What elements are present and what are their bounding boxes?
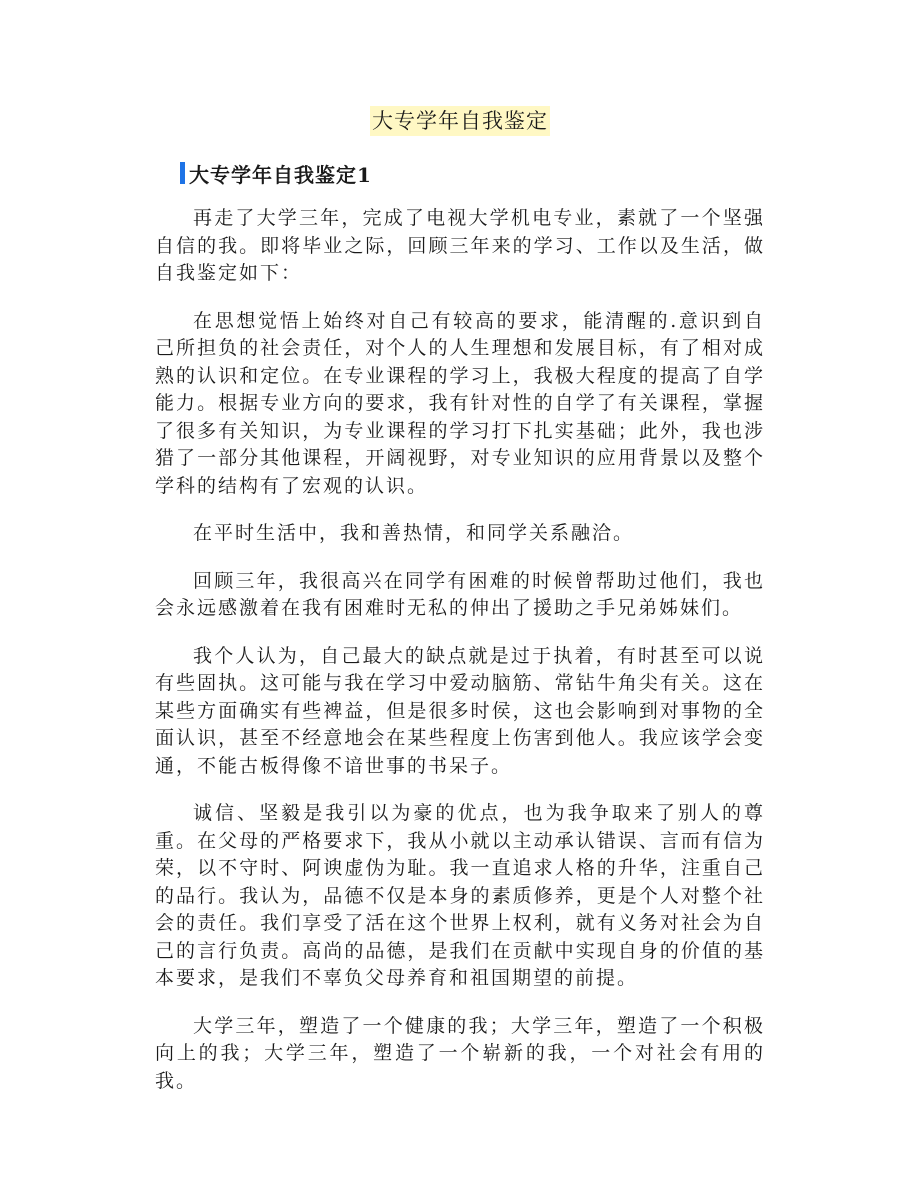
paragraph-gratitude: 回顾三年，我很高兴在同学有困难的时候曾帮助过他们，我也会永远感激着在我有困难时无私的伸出了援助之手兄弟姊妹们。 <box>155 569 765 619</box>
paragraph-daily-life: 在平时生活中，我和善热情，和同学关系融洽。 <box>193 522 635 544</box>
paragraph-intro: 再走了大学三年，完成了电视大学机电专业，素就了一个坚强自信的我。即将毕业之际，回顾三年来的学习、工作以及生活，做自我鉴定如下： <box>155 207 765 284</box>
paragraph-strengths: 诚信、坚毅是我引以为豪的优点，也为我争取来了别人的尊重。在父母的严格要求下，我从小就以主动承认错误、言而有信为荣，以不守时、阿谀虚伪为耻。我一直追求人格的升华，注重自己的品行。我认为，品德不仅是本身的素质修养，更是个人对整个社会的责任。我们享受了活在这个世界上权利，就有义务对社会为自己的言行负责。高尚的品德，是我们在贡献中实现自身的价值的基本要求，是我们不辜负父母养育和祖国期望的前提。 <box>155 802 765 989</box>
section-heading <box>180 158 372 188</box>
paragraph-conclusion: 大学三年，塑造了一个健康的我；大学三年，塑造了一个积极向上的我；大学三年，塑造了一个崭新的我，一个对社会有用的我。 <box>155 1014 765 1092</box>
page-title-wrapper <box>0 106 920 136</box>
page-title: 大专学年自我鉴定 <box>370 106 550 136</box>
document-body <box>155 205 765 1115</box>
section-heading-text: 大专学年自我鉴定1 <box>189 162 372 187</box>
paragraph-shortcomings: 我个人认为，自己最大的缺点就是过于执着，有时甚至可以说有些固执。这可能与我在学习中爱动脑筋、常钻牛角尖有关。这在某些方面确实有些裨益，但是很多时侯，这也会影响到对事物的全面认识，甚至不经意地会在某些程度上伤害到他人。我应该学会变通，不能古板得像不谙世事的书呆子。 <box>155 644 765 777</box>
heading-accent-bar <box>180 162 185 184</box>
paragraph-thought-and-study: 在思想觉悟上始终对自己有较高的要求，能清醒的.意识到自己所担负的社会责任，对个人的人生理想和发展目标，有了相对成熟的认识和定位。在专业课程的学习上，我极大程度的提高了自学能力。根据专业方向的要求，我有针对性的自学了有关课程，掌握了很多有关知识，为专业课程的学习打下扎实基础；此外，我也涉猎了一部分其他课程，开阔视野，对专业知识的应用背景以及整个学科的结构有了宏观的认识。 <box>155 309 765 497</box>
